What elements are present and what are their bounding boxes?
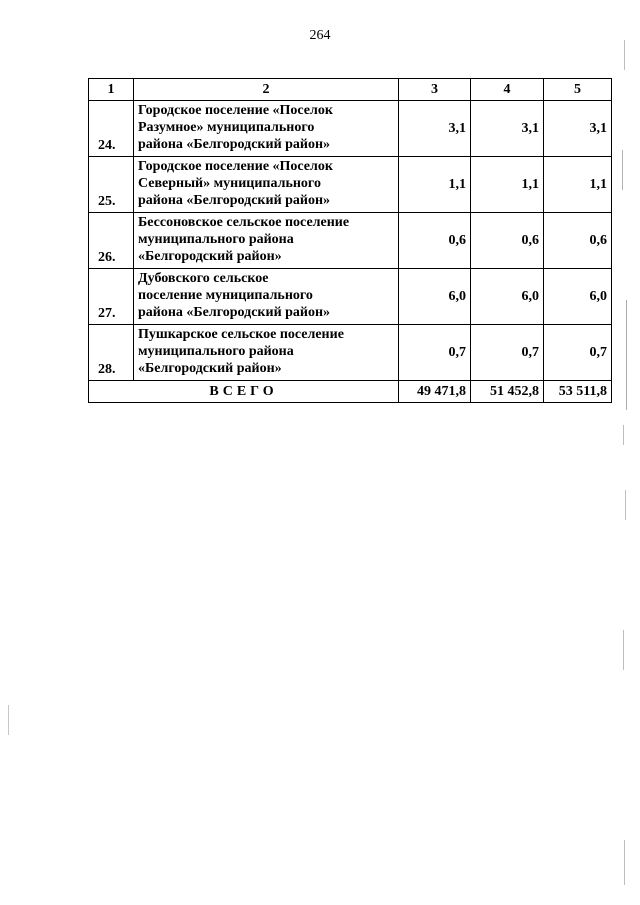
page-number: 264 [309,28,331,43]
value-cell: 1,1 [544,157,612,213]
row-number: 27. [89,269,134,325]
table-header-row [89,79,612,101]
value-cell: 0,6 [399,213,471,269]
column-header: 3 [399,79,471,101]
total-value: 49 471,8 [399,381,471,403]
table-row [89,157,612,213]
value-cell: 6,0 [544,269,612,325]
total-label: ВСЕГО [89,381,399,403]
table-row [89,101,612,157]
scan-artifact [622,150,623,190]
value-cell: 0,6 [544,213,612,269]
scan-artifact [8,705,9,735]
value-cell: 0,6 [471,213,544,269]
scan-artifact [623,425,624,445]
scan-artifact [625,490,626,520]
value-cell: 0,7 [399,325,471,381]
value-cell: 3,1 [471,101,544,157]
scan-artifact [624,40,625,70]
table-row [89,213,612,269]
scan-artifact [623,630,624,670]
value-cell: 3,1 [544,101,612,157]
column-header: 4 [471,79,544,101]
settlement-name: Городское поселение «Поселок Разумное» муниципального района «Белгородский район» [134,101,399,157]
value-cell: 6,0 [399,269,471,325]
column-header: 1 [89,79,134,101]
settlement-name: Пушкарское сельское поселение муниципального района «Белгородский район» [134,325,399,381]
table-row [89,269,612,325]
row-number: 25. [89,157,134,213]
total-value: 51 452,8 [471,381,544,403]
value-cell: 0,7 [544,325,612,381]
value-cell: 0,7 [471,325,544,381]
value-cell: 6,0 [471,269,544,325]
table-row [89,325,612,381]
column-header: 5 [544,79,612,101]
data-table [88,78,612,403]
scan-artifact [624,840,625,885]
value-cell: 1,1 [471,157,544,213]
row-number: 24. [89,101,134,157]
value-cell: 1,1 [399,157,471,213]
settlement-name: Городское поселение «Поселок Северный» муниципального района «Белгородский район» [134,157,399,213]
row-number: 26. [89,213,134,269]
column-header: 2 [134,79,399,101]
total-value: 53 511,8 [544,381,612,403]
settlement-name: Дубовского сельское поселение муниципального района «Белгородский район» [134,269,399,325]
total-row [89,381,612,403]
scan-artifact [626,300,627,410]
settlement-name: Бессоновское сельское поселение муниципального района «Белгородский район» [134,213,399,269]
row-number: 28. [89,325,134,381]
value-cell: 3,1 [399,101,471,157]
